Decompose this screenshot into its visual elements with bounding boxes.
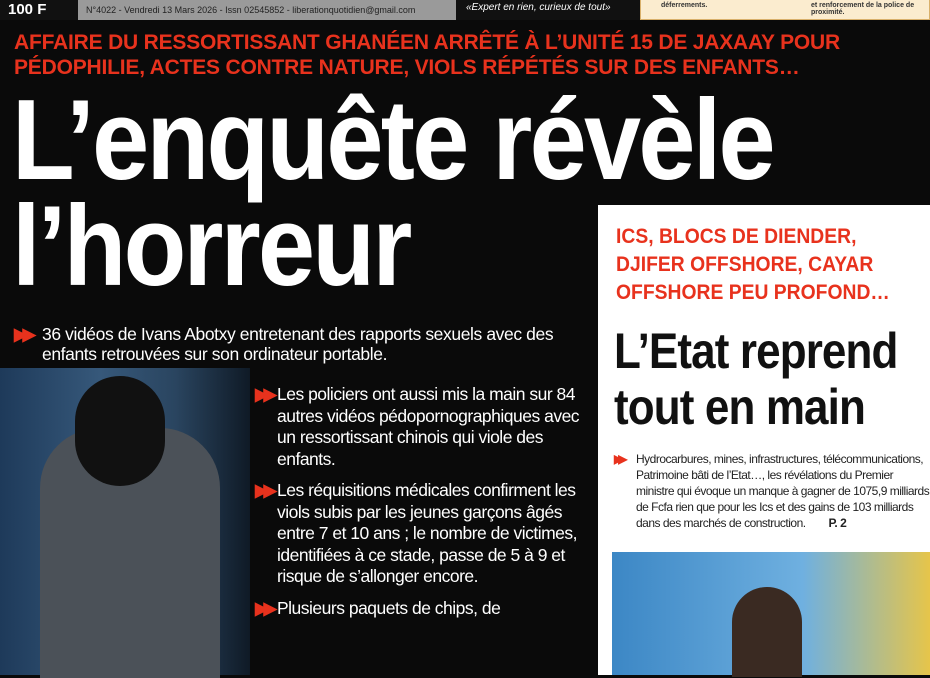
bullet-text: Les policiers ont aussi mis la main sur 84 autres vidéos pédopornographiques avec un ressortissant chinois qui viole des enfants. [277, 384, 580, 469]
double-arrow-icon: ▶▶ [14, 324, 31, 344]
side-photo [612, 552, 930, 675]
teaser-text: déferrements. [661, 2, 708, 9]
bullet-item [255, 480, 595, 588]
headline-line: tout en main [614, 379, 865, 435]
double-arrow-icon: ▶▶ [255, 480, 272, 500]
side-story [598, 205, 930, 675]
side-kicker: ICS, BLOCS DE DIENDER, DJIFER OFFSHORE, CAYAR OFFSHORE PEU PROFOND… [616, 225, 890, 304]
headline-line: l’horreur [12, 183, 410, 310]
price: 100 F [8, 1, 47, 18]
page-reference: P. 2 [828, 516, 847, 530]
bullet-item [255, 598, 595, 620]
double-arrow-icon: ▶▶ [255, 384, 272, 404]
bullet-text: Les réquisitions médicales confirment les viols subis par les jeunes garçons âgés entre 7 et 10 ans ; le nombre de victimes, identifiées à ce stade, passe de 5 à 9 et risque de s’allonger encore. [277, 480, 577, 586]
masthead-bar [0, 0, 930, 20]
bullet-list [255, 384, 595, 629]
lead-paragraph [14, 324, 594, 364]
motto: «Expert en rien, curieux de tout» [466, 2, 611, 13]
double-arrow-icon: ▶▶ [614, 452, 623, 466]
main-kicker: AFFAIRE DU RESSORTISSANT GHANÉEN ARRÊTÉ À L’UNITÉ 15 DE JAXAAY POUR PÉDOPHILIE, ACTES CONTRE NATURE, VIOLS RÉPÉTÉS SUR DES ENFANTS… [14, 31, 840, 79]
headline-line: L’enquête révèle [12, 77, 773, 204]
side-headline [614, 323, 930, 435]
double-arrow-icon: ▶▶ [255, 597, 272, 618]
person-head [75, 376, 165, 486]
person-silhouette [732, 587, 802, 677]
top-teaser-box [640, 0, 930, 20]
main-photo [0, 368, 250, 675]
bullet-item [255, 384, 595, 470]
teaser-text: et renforcement de la police de proximité. [811, 2, 915, 16]
side-text-body: Hydrocarbures, mines, infrastructures, télécommunications, Patrimoine bâti de l’Etat…, les révélations du Premier ministre qui évoque un manque à gagner de 1075,9 milliards de Fcfa rien que pour les Ics et des gains de 103 milliards dans des marchés de construction. [636, 452, 930, 530]
issue-info: N°4022 - Vendredi 13 Mars 2026 - Issn 02545852 - liberationquotidien@gmail.com [78, 0, 456, 20]
bullet-text: Plusieurs paquets de chips, de [277, 597, 501, 618]
side-text [614, 451, 930, 531]
lead-text: 36 vidéos de Ivans Abotxy entretenant des rapports sexuels avec des enfants retrouvées sur son ordinateur portable. [42, 324, 554, 364]
headline-line: L’Etat reprend [614, 323, 898, 379]
